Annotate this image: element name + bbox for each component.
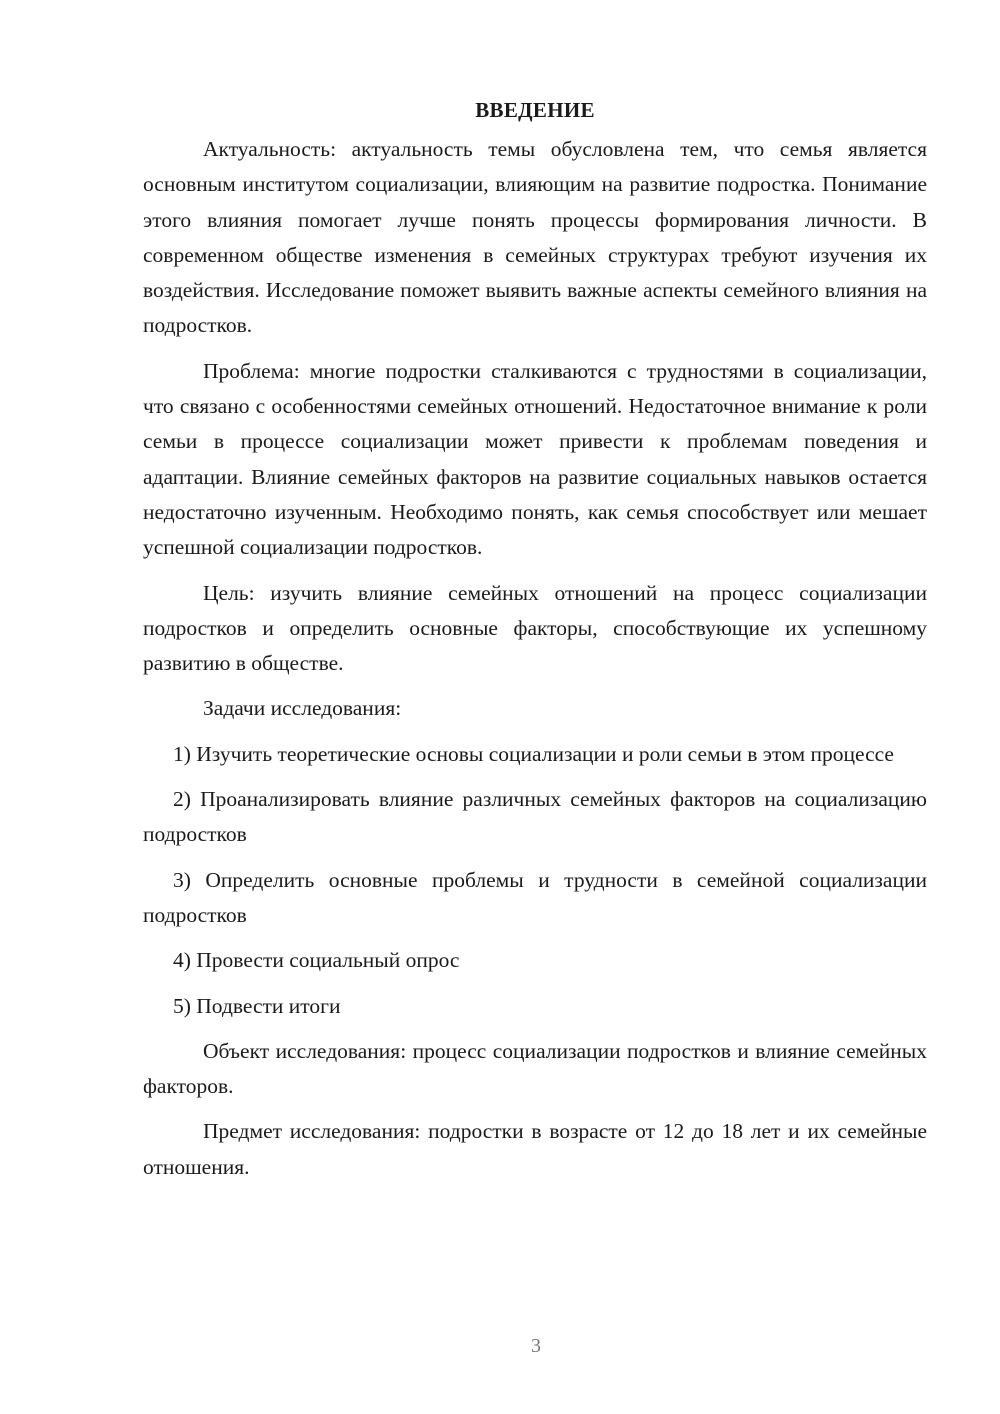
task-item-1: 1) Изучить теоретические основы социализации и роли семьи в этом процессе — [173, 741, 894, 766]
tasks-heading: Задачи исследования: — [203, 696, 402, 721]
document-body — [143, 92, 927, 1195]
page-number: 3 — [531, 1335, 541, 1357]
task-item-5: 5) Подвести итоги — [173, 993, 341, 1018]
task-item-3: 3) Определить основные проблемы и трудности в семейной социализации подростков — [143, 867, 927, 927]
relevance-paragraph: Актуальность: актуальность темы обусловлена тем, что семья является основным институтом социализации, влияющим на развитие подростка. Понимание этого влияния помогает лучше понять процессы формирования личности. В современном обществе изменения в семейных структурах требуют изучения их воздействия. Исследование поможет выявить важные аспекты семейного влияния на подростков. — [143, 137, 927, 338]
object-paragraph: Объект исследования: процесс социализации подростков и влияние семейных факторов. — [143, 1038, 927, 1099]
goal-paragraph: Цель: изучить влияние семейных отношений на процесс социализации подростков и определить основные факторы, способствующие их успешному развитию в обществе. — [143, 580, 927, 676]
subject-paragraph: Предмет исследования: подростки в возрасте от 12 до 18 лет и их семейные отношения. — [143, 1119, 927, 1179]
task-item-2: 2) Проанализировать влияние различных семейных факторов на социализацию подростков — [143, 787, 927, 847]
section-title: ВВЕДЕНИЕ — [475, 98, 595, 122]
task-item-4: 4) Провести социальный опрос — [173, 948, 460, 973]
problem-paragraph: Проблема: многие подростки сталкиваются с трудностями в социализации, что связано с особенностями семейных отношений. Недостаточное внимание к роли семьи в процессе социализации может привести к проблемам поведения и адаптации. Влияние семейных факторов на развитие социальных навыков остается недостаточно изученным. Необходимо понять, как семья способствует или мешает успешной социализации подростков. — [143, 358, 927, 560]
